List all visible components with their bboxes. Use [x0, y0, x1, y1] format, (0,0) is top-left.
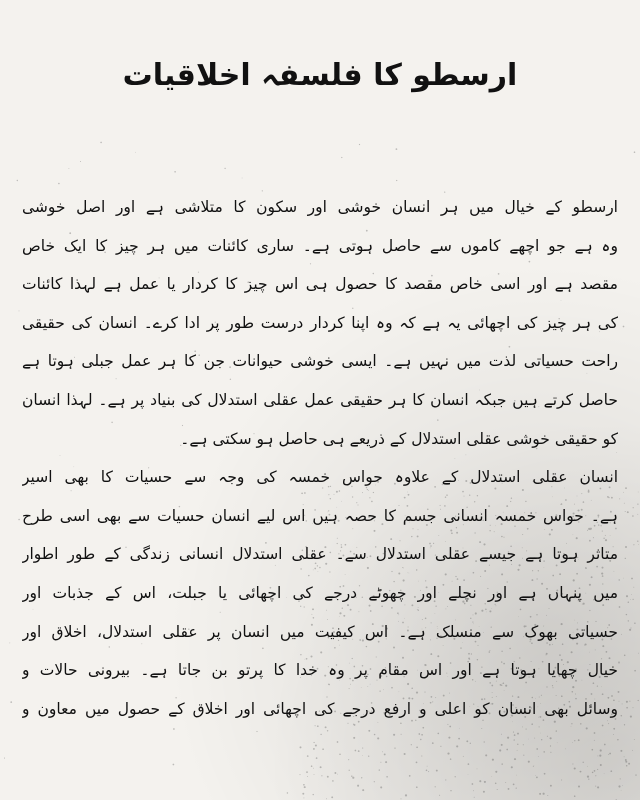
text-line: انسان عقلی استدلال کے علاوہ حواس خمسہ کی وجہ سے حسیات کا بھی اسیر — [22, 468, 618, 487]
paragraph-1 — [22, 188, 618, 458]
text-line: مقصد ہے اور اسی خاص مقصد کا حصول ہی اس چیز کا کردار یا عمل ہے لہذا کائنات — [22, 275, 618, 294]
text-line: حاصل کرتے ہیں جبکہ انسان کا ہر حقیقی عمل عقلی استدلال کی بنیاد پر ہے۔ لہذا انسان — [22, 390, 618, 409]
article-body — [22, 188, 618, 728]
text-line: وہ ہے جو اچھے کاموں سے حاصل ہوتی ہے۔ ساری کائنات میں ہر چیز کا ایک خاص — [22, 236, 618, 255]
text-line: خیال چھایا ہوتا ہے اور اس مقام پر وہ خدا کا پرتو بن جاتا ہے۔ بیرونی حالات و — [22, 661, 618, 680]
text-line: ہے۔ حواس خمسہ انسانی جسم کا حصہ ہیں اس لیے انسان حسیات سے بھی اسی طرح — [22, 506, 618, 525]
text-line: کو حقیقی خوشی عقلی استدلال کے ذریعے ہی حاصل ہو سکتی ہے۔ — [180, 429, 618, 448]
text-line: ارسطو کے خیال میں ہر انسان خوشی اور سکون کا متلاشی ہے اور اصل خوشی — [22, 198, 618, 216]
text-line: راحت حسیاتی لذت میں نہیں ہے۔ ایسی خوشی حیوانات جن کا ہر عمل جبلی ہوتا ہے — [22, 352, 618, 371]
page-title: ارسطو کا فلسفہ اخلاقیات — [122, 58, 518, 93]
paragraph-2 — [22, 458, 618, 728]
text-line: کی ہر چیز کی اچھائی یہ ہے کہ وہ اپنا کردار درست طور پر ادا کرے۔ انسان کی حقیقی — [22, 313, 618, 332]
text-line: وسائل بھی انسان کو اعلی و ارفع درجے کی اچھائی اور اخلاق کے حصول میں معاون و — [22, 699, 618, 718]
text-line: متاثر ہوتا ہے جیسے عقلی استدلال سے۔ عقلی استدلال انسانی زندگی کے طور اطوار — [22, 545, 618, 564]
text-line: میں پنہاں ہے اور نچلے اور چھوٹے درجے کی اچھائی یا جبلت، اس کے جذبات اور — [22, 583, 618, 602]
text-line: حسیاتی بھوک سے منسلک ہے۔ اس کیفیت میں انسان پر عقلی استدلال، اخلاق اور — [22, 622, 618, 641]
